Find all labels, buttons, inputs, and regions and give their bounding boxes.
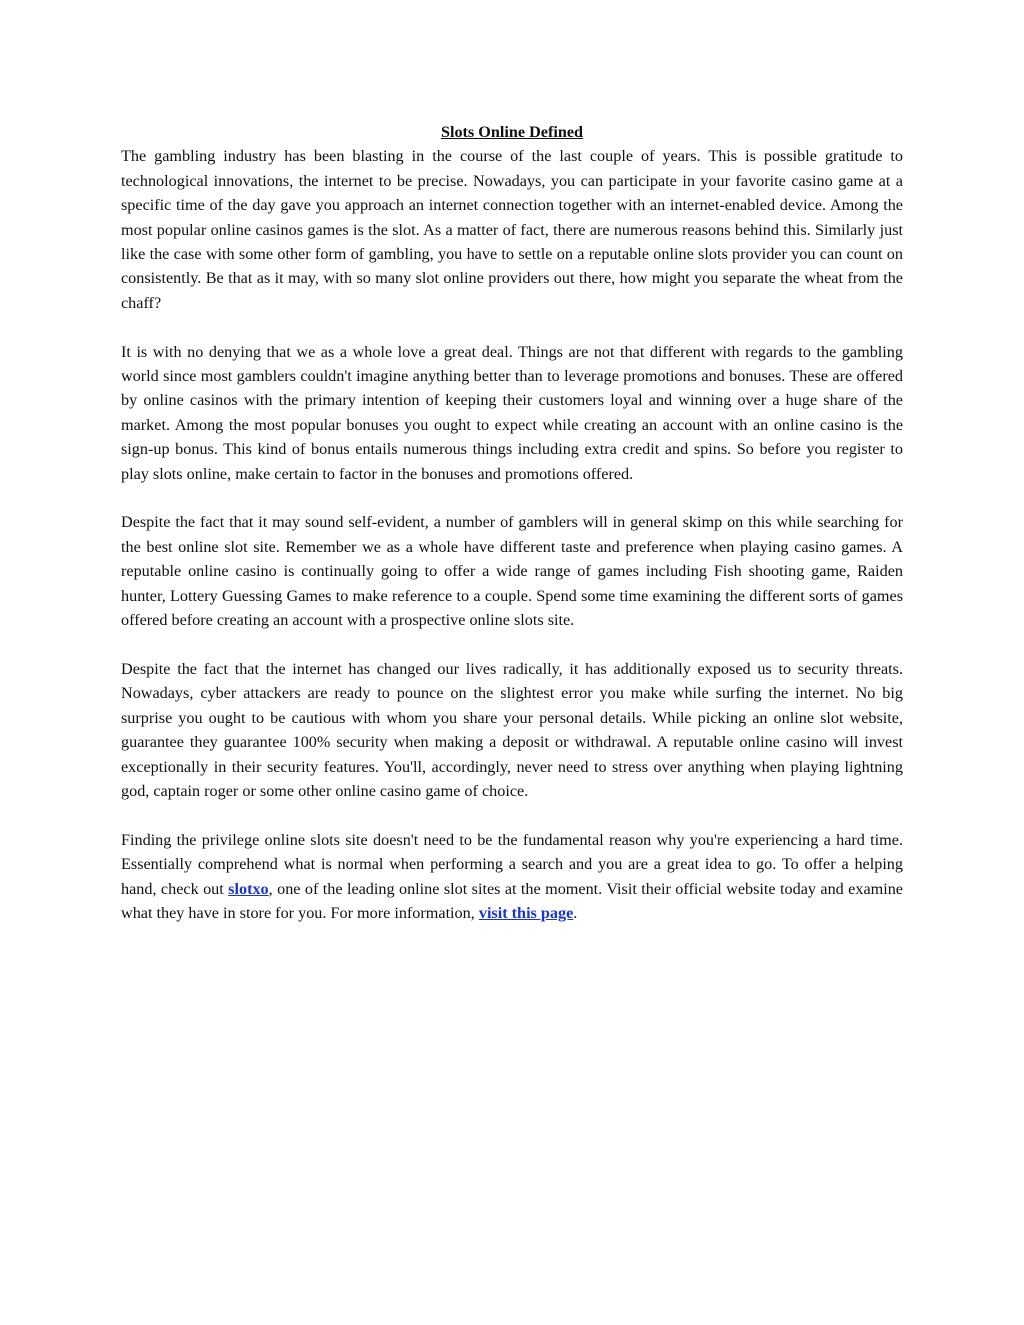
- slotxo-link[interactable]: slotxo: [228, 879, 269, 898]
- paragraph-5: [121, 828, 903, 926]
- document-page: [121, 120, 903, 950]
- paragraph-5-text-c: .: [573, 903, 578, 922]
- visit-this-page-link[interactable]: visit this page: [478, 903, 574, 922]
- paragraph-5-text-b: , one of the leading online slot sites at the moment. Visit their official website today and examine what they have in store for you. For more information,: [121, 879, 903, 922]
- paragraph-4: Despite the fact that the internet has changed our lives radically, it has additionally exposed us to security threats. Nowadays, cyber attackers are ready to pounce on the slightest error you make while surfing the internet. No big surprise you ought to be cautious with whom you share your personal details. While picking an online slot website, guarantee they guarantee 100% security when making a deposit or withdrawal. A reputable online casino will invest exceptionally in their security features. You'll, accordingly, never need to stress over anything when playing lightning god, captain roger or some other online casino game of choice.: [121, 659, 903, 800]
- paragraph-2: It is with no denying that we as a whole love a great deal. Things are not that different with regards to the gambling world since most gamblers couldn't imagine anything better than to leverage promotions and bonuses. These are offered by online casinos with the primary intention of keeping their customers loyal and winning over a huge share of the market. Among the most popular bonuses you ought to expect while creating an account with an online casino is the sign-up bonus. This kind of bonus entails numerous things including extra credit and spins. So before you register to play slots online, make certain to factor in the bonuses and promotions offered.: [121, 342, 903, 483]
- paragraph-1: The gambling industry has been blasting in the course of the last couple of years. This is possible gratitude to technological innovations, the internet to be precise. Nowadays, you can participate in your favorite casino game at a specific time of the day gave you approach an internet connection together with an internet-enabled device. Among the most popular online casinos games is the slot. As a matter of fact, there are numerous reasons behind this. Similarly just like the case with some other form of gambling, you have to settle on a reputable online slots provider you can count on consistently. Be that as it may, with so many slot online providers out there, how might you separate the wheat from the chaff?: [121, 147, 903, 312]
- paragraph-5-text-a: Finding the privilege online slots site doesn't need to be the fundamental reason why you're experiencing a hard time. Essentially comprehend what is normal when performing a search and you are a great idea to go. To offer a helping hand, check out: [121, 830, 903, 898]
- paragraph-3: Despite the fact that it may sound self-evident, a number of gamblers will in general skimp on this while searching for the best online slot site. Remember we as a whole have different taste and preference when playing casino games. A reputable online casino is continually going to offer a wide range of games including Fish shooting game, Raiden hunter, Lottery Guessing Games to make reference to a couple. Spend some time examining the different sorts of games offered before creating an account with a prospective online slots site.: [121, 513, 903, 630]
- document-title: Slots Online Defined: [440, 123, 584, 141]
